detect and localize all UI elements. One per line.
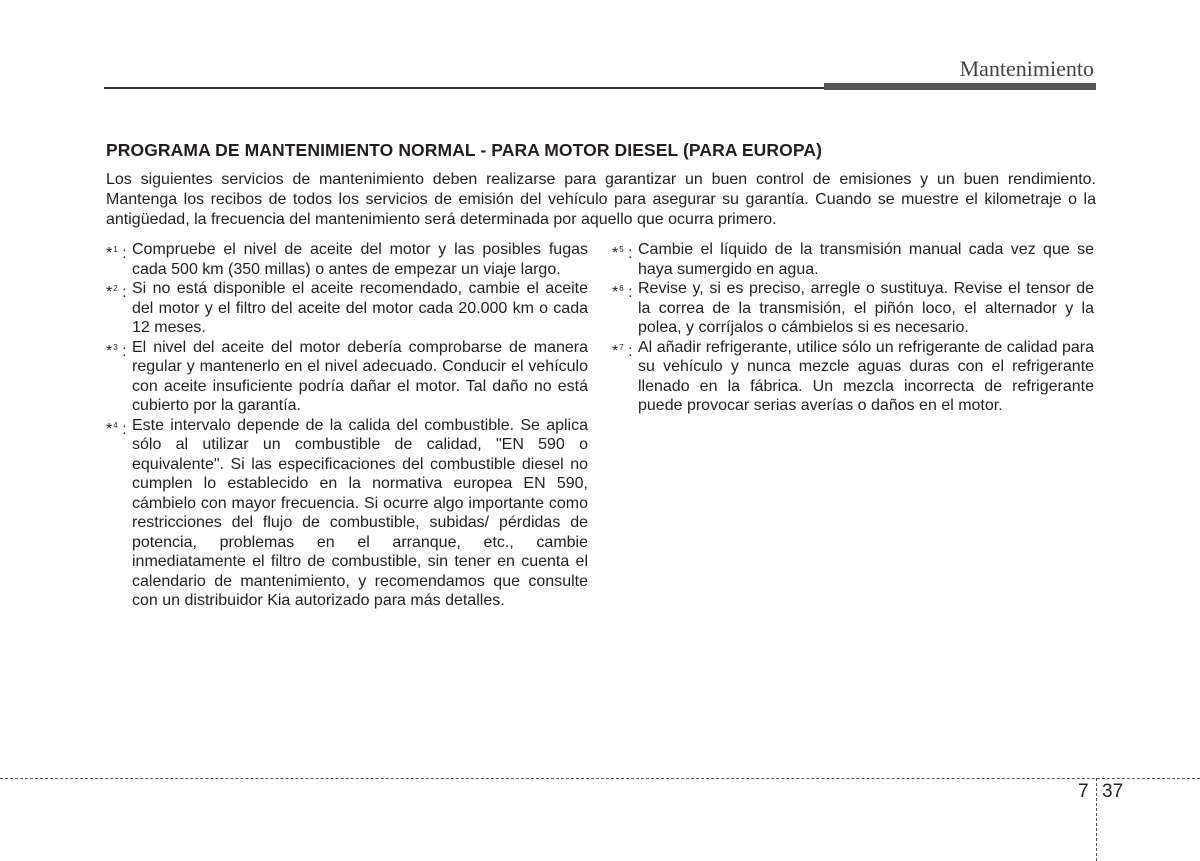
footer-divider — [0, 778, 1200, 779]
note-text: Revise y, si es preciso, arregle o sustituya. Revise el tensor de la correa de la transmisión, el piñón loco, el alternador y la polea, y corríjalos o cámbielos si es necesario. — [638, 280, 1094, 336]
header-rule-accent — [824, 83, 1096, 90]
section-title: PROGRAMA DE MANTENIMIENTO NORMAL - PARA MOTOR DIESEL (PARA EUROPA) — [106, 140, 823, 160]
intro-paragraph: Los siguientes servicios de mantenimiento deben realizarse para garantizar un buen control de emisiones y un buen rendimiento. Mantenga los recibos de todos los servicios de emisión del vehículo para asegurar su garantía. Cuando se muestre el kilometraje o la antigüedad, la frecuencia del mantenimiento será determinada por aquello que ocurra primero. — [106, 171, 1096, 228]
notes-column-left — [106, 240, 588, 611]
note-item — [612, 338, 1094, 416]
note-text: Compruebe el nivel de aceite del motor y las posibles fugas cada 500 km (350 millas) o antes de empezar un viaje largo. — [132, 241, 588, 278]
chapter-title: Mantenimiento — [959, 56, 1094, 81]
footer-page-divider — [1096, 778, 1097, 861]
note-text: El nivel del aceite del motor debería comprobarse de manera regular y mantenerlo en el nivel adecuado. Conducir el vehículo con aceite insuficiente podría dañar el motor. Tal daño no está cubierto por la garantía. — [132, 338, 588, 414]
note-marker: *$^5$ : — [612, 245, 633, 262]
note-text: Si no está disponible el aceite recomendado, cambie el aceite del motor y el filtro del aceite del motor cada 20.000 km o cada 12 meses. — [132, 280, 588, 336]
note-item — [612, 279, 1094, 338]
note-marker: *$^1$ : — [106, 245, 127, 262]
note-item — [106, 416, 588, 611]
page-number: 37 — [1102, 781, 1124, 802]
note-text: Al añadir refrigerante, utilice sólo un refrigerante de calidad para su vehículo y nunca mezcle aguas duras con el refrigerante llenado en la fábrica. Un mezcla incorrecta de refrigerante puede provocar serias averías o daños en el motor. — [638, 338, 1094, 414]
notes-column-right — [612, 240, 1094, 416]
note-marker: *$^4$ : — [106, 420, 127, 438]
page-chapter-number: 7 — [1078, 781, 1089, 802]
note-text: Este intervalo depende de la calida del combustible. Se aplica sólo al utilizar un combustible de calidad, "EN 590 o equivalente". Si las especificaciones del combustible diesel no cumplen lo establecido en la normativa europea EN 590, cámbielo con mayor frecuencia. Si ocurre algo importante como restricciones del flujo de combustible, subidas/ pérdidas de potencia, problemas en el arranque, etc., cambie inmediatamente el filtro de combustible, sin tener en cuenta el calendario de mantenimiento, y recomendamos que consulte con un distribuidor Kia autorizado para más detalles. — [132, 416, 588, 609]
note-item — [106, 338, 588, 416]
header-rule — [104, 87, 826, 89]
note-marker: *$^7$ : — [612, 342, 633, 360]
note-marker: *$^2$ : — [106, 284, 127, 301]
note-item — [106, 279, 588, 338]
note-marker: *$^6$ : — [612, 284, 633, 301]
note-marker: *$^3$ : — [106, 342, 127, 360]
note-text: Cambie el líquido de la transmisión manual cada vez que se haya sumergido en agua. — [638, 241, 1094, 278]
note-item — [106, 240, 588, 279]
note-item — [612, 240, 1094, 279]
